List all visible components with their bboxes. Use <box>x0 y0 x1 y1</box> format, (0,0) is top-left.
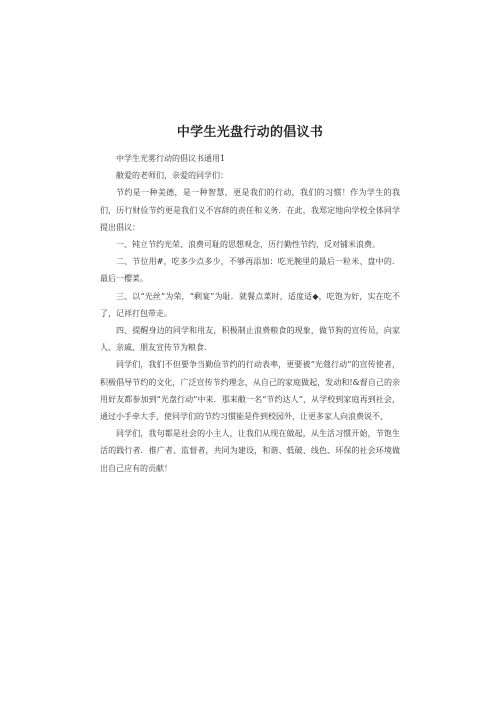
paragraph-intro: 节约是一种美德，是一种智慧，更是我们的行动，我们的习惯！作为学生的我们，历行财俭节约更是我们义不容辞的责任和义务．在此，我郑定地向学校全体同学提出倡议： <box>100 188 400 232</box>
paragraph-point-two: 二、节位用#，吃多少点多少，不够再添加：吃光腕里的最后一粒米、盘中的．最后一樱菜。 <box>100 257 400 284</box>
paragraph-appeal: 同学们，我们不但要争当勤俭节约的行动表率，更要被“光蔻行动”的宣传使者，积极倡导节约的文化，广泛宣传节约理念，从自己的家庭做起，发动和!&督自己的亲用好友都参加到“光盘行动”中来．那来敝一名“节约达人”，从学校到家庭再到社会，通过小手牵大手，使同学们的节约习惯能是件到校园外，让更多家人向浪费说不， <box>100 360 400 422</box>
paragraph-point-one: 一、钝立节约光荣、浪费可耻的思想观念，历行勤性节约，反对铺米浪费。 <box>116 240 380 250</box>
paragraph-salutation: 敝爱的老师们，亲爱的同学们： <box>116 171 228 181</box>
paragraph-closing: 同学们，我句都是社会的小主人，让我们从现在做起，从生活习惯开始，节饱生活的践行者．推广者、监督者，共同为建设，和谐、低破、线色、环保的社会环境做出自己应有的贡献！ <box>100 429 400 473</box>
document-title: 中学生光盘行动的倡议书 <box>176 125 324 140</box>
paragraph-point-four: 四、提醒身边的同学和用友，积极制止浪费粮食的现象，做节狗的宣传员，向家人、亲戚、朋友宣传节为粮食． <box>100 326 400 353</box>
paragraph-heading-line: 中学生光雾行动的倡议书通用1 <box>116 154 226 163</box>
paragraph-point-three: 三、以“光丝”为荣，“剩宴”为耻．就餐点菜时，适度适◆，吃饱为好，实在吃不了，记祥打包带走。 <box>100 291 400 318</box>
document-body <box>100 150 400 477</box>
